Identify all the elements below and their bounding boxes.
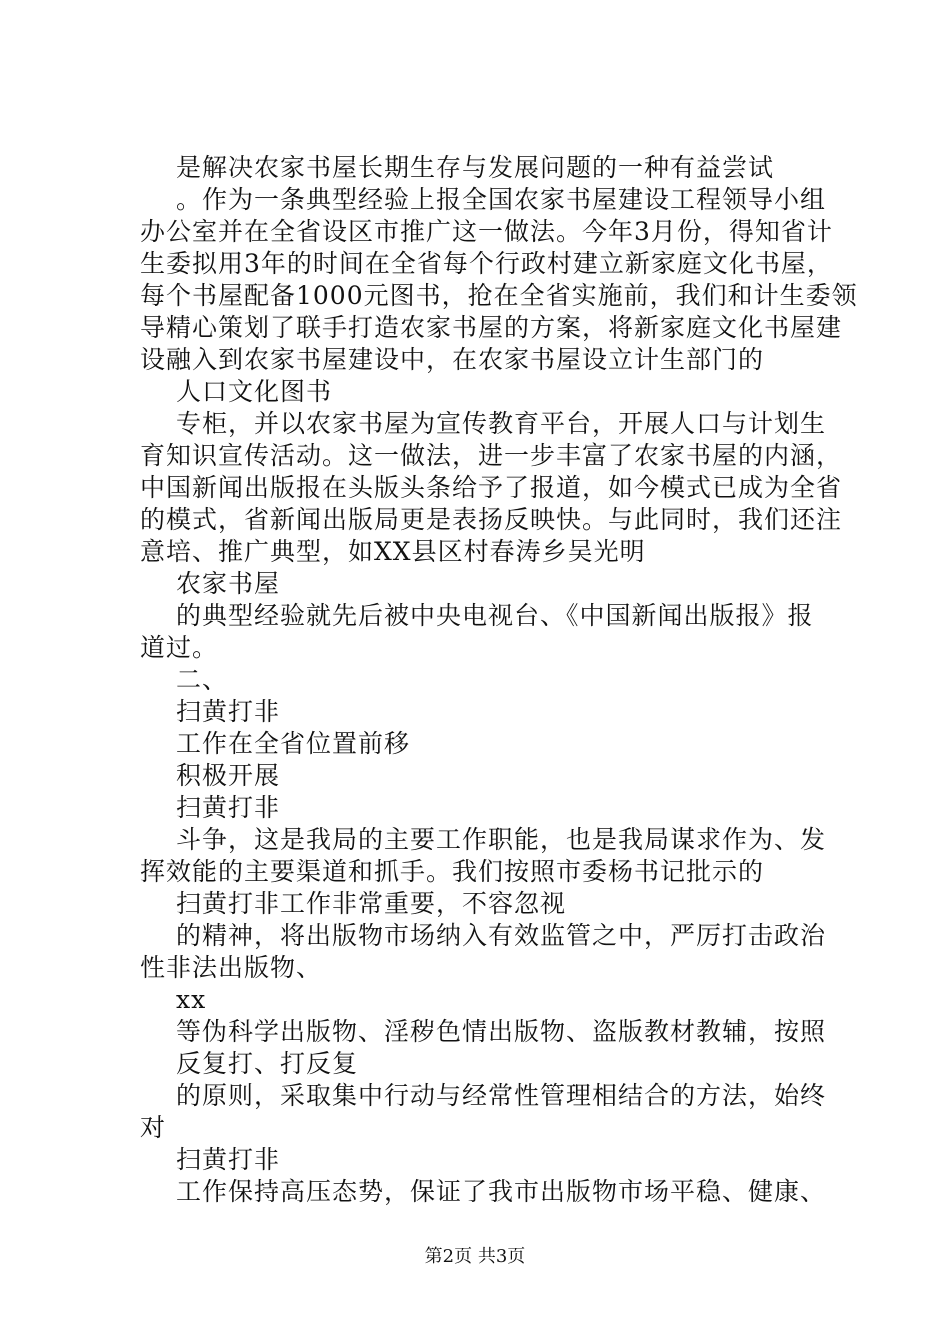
text-line: 是解决农家书屋长期生存与发展问题的一种有益尝试 [176, 153, 775, 182]
text-line: 反复打、打反复 [176, 1049, 359, 1078]
text-line: 办公室并在全省设区市推广这一做法。今年3月份，得知省计 [140, 217, 833, 246]
text-line: 的模式，省新闻出版局更是表扬反映快。与此同时，我们还注 [140, 505, 843, 534]
text-line: 的精神，将出版物市场纳入有效监管之中，严厉打击政治 [176, 921, 827, 950]
text-line: 农家书屋 [176, 569, 281, 598]
text-line: 二、 [176, 665, 229, 694]
text-line: 专柜，并以农家书屋为宣传教育平台，开展人口与计划生 [176, 409, 827, 438]
text-line: 挥效能的主要渠道和抓手。我们按照市委杨书记批示的 [140, 857, 765, 886]
text-line: 生委拟用3年的时间在全省每个行政村建立新家庭文化书屋， [140, 249, 833, 278]
text-line: 积极开展 [176, 761, 281, 790]
text-line: 对 [140, 1113, 167, 1142]
text-line: 扫黄打非 [176, 793, 281, 822]
text-line: 道过。 [140, 633, 219, 662]
text-line: 扫黄打非工作非常重要，不容忽视 [176, 889, 567, 918]
text-line: 工作在全省位置前移 [176, 729, 411, 758]
text-line: 育知识宣传活动。这一做法，进一步丰富了农家书屋的内涵， [140, 441, 843, 470]
text-line: 扫黄打非 [176, 697, 281, 726]
text-line: xx [176, 985, 207, 1014]
text-line: 斗争，这是我局的主要工作职能，也是我局谋求作为、发 [176, 825, 827, 854]
text-line: 。作为一条典型经验上报全国农家书屋建设工程领导小组 [176, 185, 827, 214]
text-line: 的典型经验就先后被中央电视台、《中国新闻出版报》报 [176, 601, 814, 630]
text-line: 意培、推广典型，如XX县区村春涛乡吴光明 [140, 537, 646, 566]
text-line: 扫黄打非 [176, 1145, 281, 1174]
text-line: 的原则，采取集中行动与经常性管理相结合的方法，始终 [176, 1081, 827, 1110]
page-footer: 第2页 共3页 [424, 1246, 526, 1267]
document-body [140, 152, 858, 1208]
text-line: 工作保持高压态势，保证了我市出版物市场平稳、健康、 [176, 1177, 827, 1206]
text-line: 每个书屋配备1000元图书，抢在全省实施前，我们和计生委领 [140, 281, 858, 310]
text-line: 导精心策划了联手打造农家书屋的方案，将新家庭文化书屋建 [140, 313, 843, 342]
text-line: 设融入到农家书屋建设中，在农家书屋设立计生部门的 [140, 345, 765, 374]
text-line: 性非法出版物、 [140, 953, 323, 982]
text-line: 等伪科学出版物、淫秽色情出版物、盗版教材教辅，按照 [176, 1017, 827, 1046]
text-line: 人口文化图书 [176, 377, 333, 406]
text-line: 中国新闻出版报在头版头条给予了报道，如今模式已成为全省 [140, 473, 843, 502]
